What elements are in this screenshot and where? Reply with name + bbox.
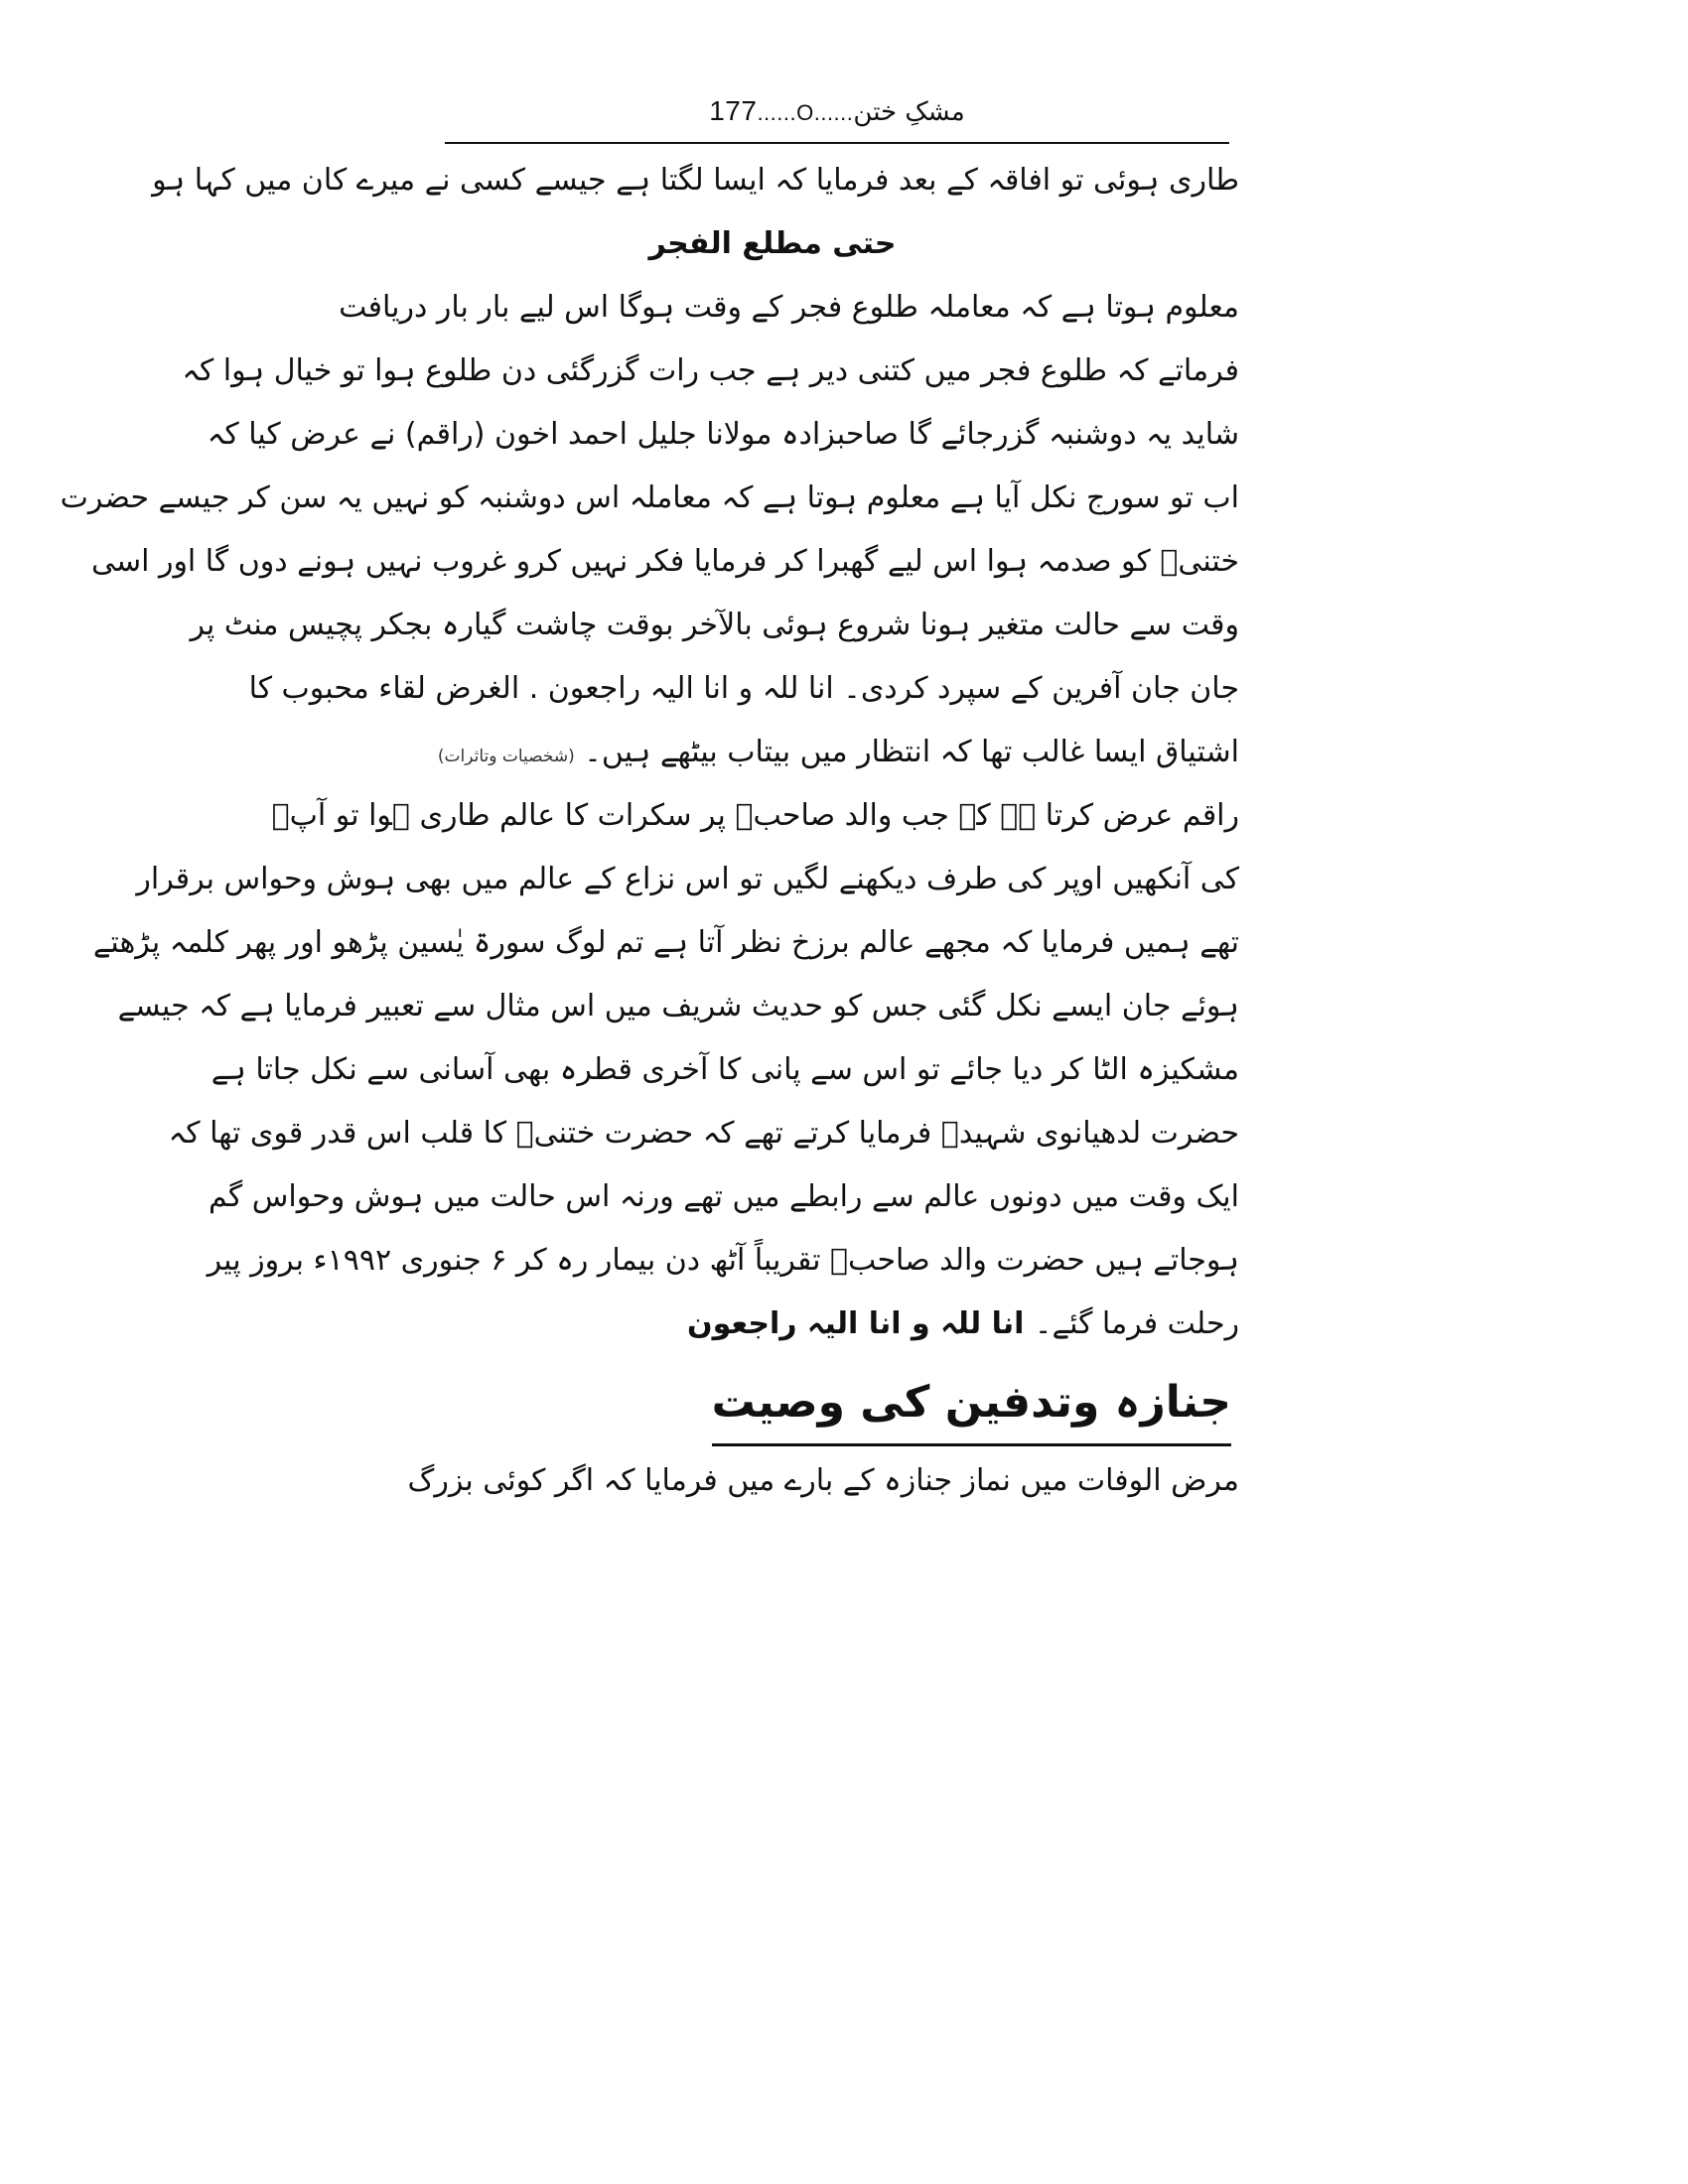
text-line: مشکیزہ الٹا کر دیا جائے تو اس سے پانی کا آخری قطرہ بھی آسانی سے نکل جاتا ہے	[211, 1052, 1239, 1087]
closing-line	[445, 1293, 1239, 1352]
text-line: طاری ہوئی تو افاقہ کے بعد فرمایا کہ ایسا لگتا ہے جیسے کسی نے میرے کان میں کہا ہو	[152, 163, 1239, 198]
closing-phrase: انا للہ و انا الیہ راجعون	[686, 1306, 1025, 1341]
quote-heading: حتی مطلع الفجر	[648, 226, 897, 261]
text-line: مرض الوفات میں نماز جنازہ کے بارے میں فرمایا کہ اگر کوئی بزرگ	[407, 1463, 1239, 1498]
body-text	[60, 149, 1239, 1352]
section-title: جنازہ وتدفین کی وصیت	[712, 1372, 1231, 1446]
text-line: معلوم ہوتا ہے کہ معاملہ طلوع فجر کے وقت ہوگا اس لیے بار بار دریافت	[339, 290, 1239, 325]
text-line: ایک وقت میں دونوں عالم سے رابطے میں تھے ورنہ اس حالت میں ہوش وحواس گم	[208, 1179, 1239, 1214]
text-line: حضرت لدھیانوی شہیدؒ فرمایا کرتے تھے کہ حضرت ختنیؒ کا قلب اس قدر قوی تھا کہ	[168, 1116, 1239, 1151]
text-line-with-reference	[437, 721, 1239, 784]
text-line: کی آنکھیں اوپر کی طرف دیکھنے لگیں تو اس نزاع کے عالم میں بھی ہوش وحواس برقرار	[136, 862, 1239, 896]
source-reference: (شخصیات وتاثرات)	[437, 747, 575, 766]
page-header	[445, 95, 1229, 127]
text-line: اب تو سورج نکل آیا ہے معلوم ہوتا ہے کہ معاملہ اس دوشنبہ کو نہیں یہ سن کر جیسے حضرت	[60, 480, 1239, 515]
text-line: اشتیاق ایسا غالب تھا کہ انتظار میں بیتاب بیٹھے ہیں۔	[584, 735, 1239, 769]
text-line: فرماتے کہ طلوع فجر میں کتنی دیر ہے جب رات گزرگئی دن طلوع ہوا تو خیال ہوا کہ	[182, 353, 1239, 388]
header-separator: ......O......	[757, 100, 854, 125]
book-title: مشکِ ختن	[853, 97, 965, 127]
text-line: تھے ہمیں فرمایا کہ مجھے عالم برزخ نظر آتا ہے تم لوگ سورۃ یٰسین پڑھو اور پھر کلمہ پڑھتے	[92, 925, 1239, 960]
page-number: 177	[709, 95, 758, 126]
header-rule	[445, 142, 1229, 144]
text-line: راقم عرض کرتا ہے کہ جب والد صاحبؒ پر سکرات کا عالم طاری ہوا تو آپؒ	[271, 798, 1239, 833]
text-line: ہوجاتے ہیں حضرت والد صاحبؒ تقریباً آٹھ دن بیمار رہ کر ۶ جنوری ۱۹۹۲ء بروز پیر	[207, 1243, 1239, 1278]
text-line: ہوئے جان ایسے نکل گئی جس کو حدیث شریف میں اس مثال سے تعبیر فرمایا ہے کہ جیسے	[117, 989, 1239, 1024]
text-line: شاید یہ دوشنبہ گزرجائے گا صاحبزادہ مولانا جلیل احمد اخون (راقم) نے عرض کیا کہ	[207, 417, 1239, 452]
text-line: ختنیؒ کو صدمہ ہوا اس لیے گھبرا کر فرمایا فکر نہیں کرو غروب نہیں ہونے دوں گا اور اسی	[90, 544, 1239, 579]
text-line: جان جان آفرین کے سپرد کردی۔ انا للہ و انا الیہ راجعون . الغرض لقاء محبوب کا	[248, 671, 1239, 706]
text-line: وقت سے حالت متغیر ہونا شروع ہوئی بالآخر بوقت چاشت گیارہ بجکر پچیس منٹ پر	[190, 608, 1239, 642]
text-line: رحلت فرما گئے۔	[1034, 1306, 1239, 1341]
